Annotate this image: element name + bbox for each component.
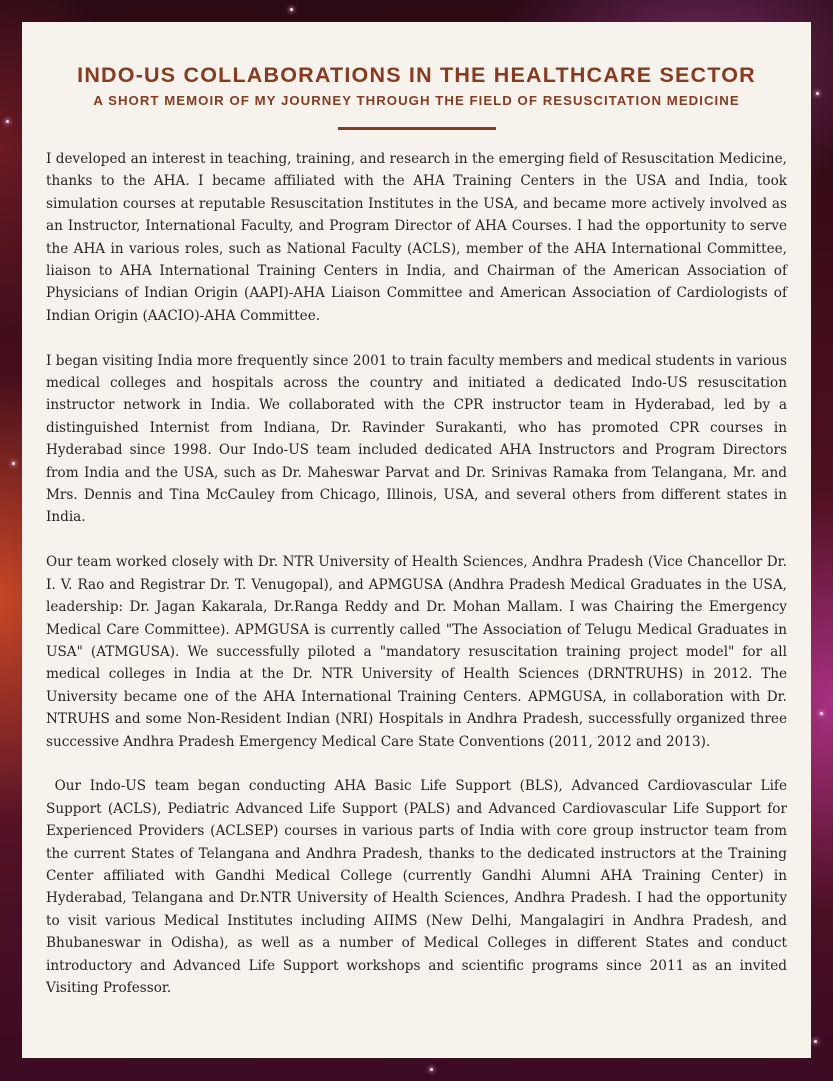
background-sparkle [430, 1068, 433, 1071]
paragraph: I began visiting India more frequently since 2001 to train faculty members and medical students in various medical colleges and hospitals across the country and initiated a dedicated Indo-US resuscitation instructor network in India. We collaborated with the CPR instructor team in Hyderabad, led by a distinguished Internist from Indiana, Dr. Ravinder Surakanti, who has promoted CPR courses in Hyderabad since 1998. Our Indo-US team included dedicated AHA Instructors and Program Directors from India and the USA, such as Dr. Maheswar Parvat and Dr. Srinivas Ramaka from Telangana, Mr. and Mrs. Dennis and Tina McCauley from Chicago, Illinois, USA, and several others from different states in India. [46, 352, 787, 526]
paragraph: Our team worked closely with Dr. NTR University of Health Sciences, Andhra Pradesh (Vice Chancellor Dr. I. V. Rao and Registrar Dr. T. Venugopal), and APMGUSA (Andhra Pradesh Medical Graduates in the USA, leadership: Dr. Jagan Kakarala, Dr.Ranga Reddy and Dr. Mohan Mallam. I was Chairing the Emergency Medical Care Committee). APMGUSA is currently called "The Association of Telugu Medical Graduates in USA" (ATMGUSA). We successfully piloted a "mandatory resuscitation training project model" for all medical colleges in India at the Dr. NTR University of Health Sciences (DRNTRUHS) in 2012. The University became one of the AHA International Training Centers. APMGUSA, in collaboration with Dr. NTRUHS and some Non-Resident Indian (NRI) Hospitals in Andhra Pradesh, successfully organized three successive Andhra Pradesh Emergency Medical Care State Conventions (2011, 2012 and 2013). [46, 554, 787, 750]
background-sparkle [290, 8, 293, 11]
background-sparkle [12, 462, 15, 465]
background-sparkle [814, 1040, 817, 1043]
article-card [22, 22, 811, 1058]
background-sparkle [816, 92, 819, 95]
background-sparkle [820, 712, 823, 715]
background-sparkle [6, 120, 9, 123]
paragraph: Our Indo-US team began conducting AHA Basic Life Support (BLS), Advanced Cardiovascular Life Support (ACLS), Pediatric Advanced Life Support (PALS) and Advanced Cardiovascular Life Support for Experienced Providers (ACLSEP) courses in various parts of India with core group instructor team from the current States of Telangana and Andhra Pradesh, thanks to the dedicated instructors at the Training Center affiliated with Gandhi Medical College (currently Gandhi Alumni AHA Training Center) in Hyderabad, Telangana and Dr.NTR University of Health Sciences, Andhra Pradesh. I had the opportunity to visit various Medical Institutes including AIIMS (New Delhi, Mangalagiri in Andhra Pradesh, and Bhubaneswar in Odisha), as well as a number of Medical Colleges in different States and conduct introductory and Advanced Life Support workshops and scientific programs since 2011 as an invited Visiting Professor. [46, 778, 792, 996]
title-divider [338, 127, 496, 130]
article-subtitle: A SHORT MEMOIR OF MY JOURNEY THROUGH THE FIELD OF RESUSCITATION MEDICINE [93, 93, 740, 108]
paragraph: I developed an interest in teaching, training, and research in the emerging field of Resuscitation Medicine, thanks to the AHA. I became affiliated with the AHA Training Centers in the USA and India, took simulation courses at reputable Resuscitation Institutes in the USA, and became more actively involved as an Instructor, International Faculty, and Program Director of AHA Courses. I had the opportunity to serve the AHA in various roles, such as National Faculty (ACLS), member of the AHA International Committee, liaison to AHA International Training Centers in India, and Chairman of the American Association of Physicians of Indian Origin (AAPI)-AHA Liaison Committee and American Association of Cardiologists of Indian Origin (AACIO)-AHA Committee. [46, 151, 787, 324]
article-title: INDO-US COLLABORATIONS IN THE HEALTHCARE SECTOR [77, 63, 756, 87]
